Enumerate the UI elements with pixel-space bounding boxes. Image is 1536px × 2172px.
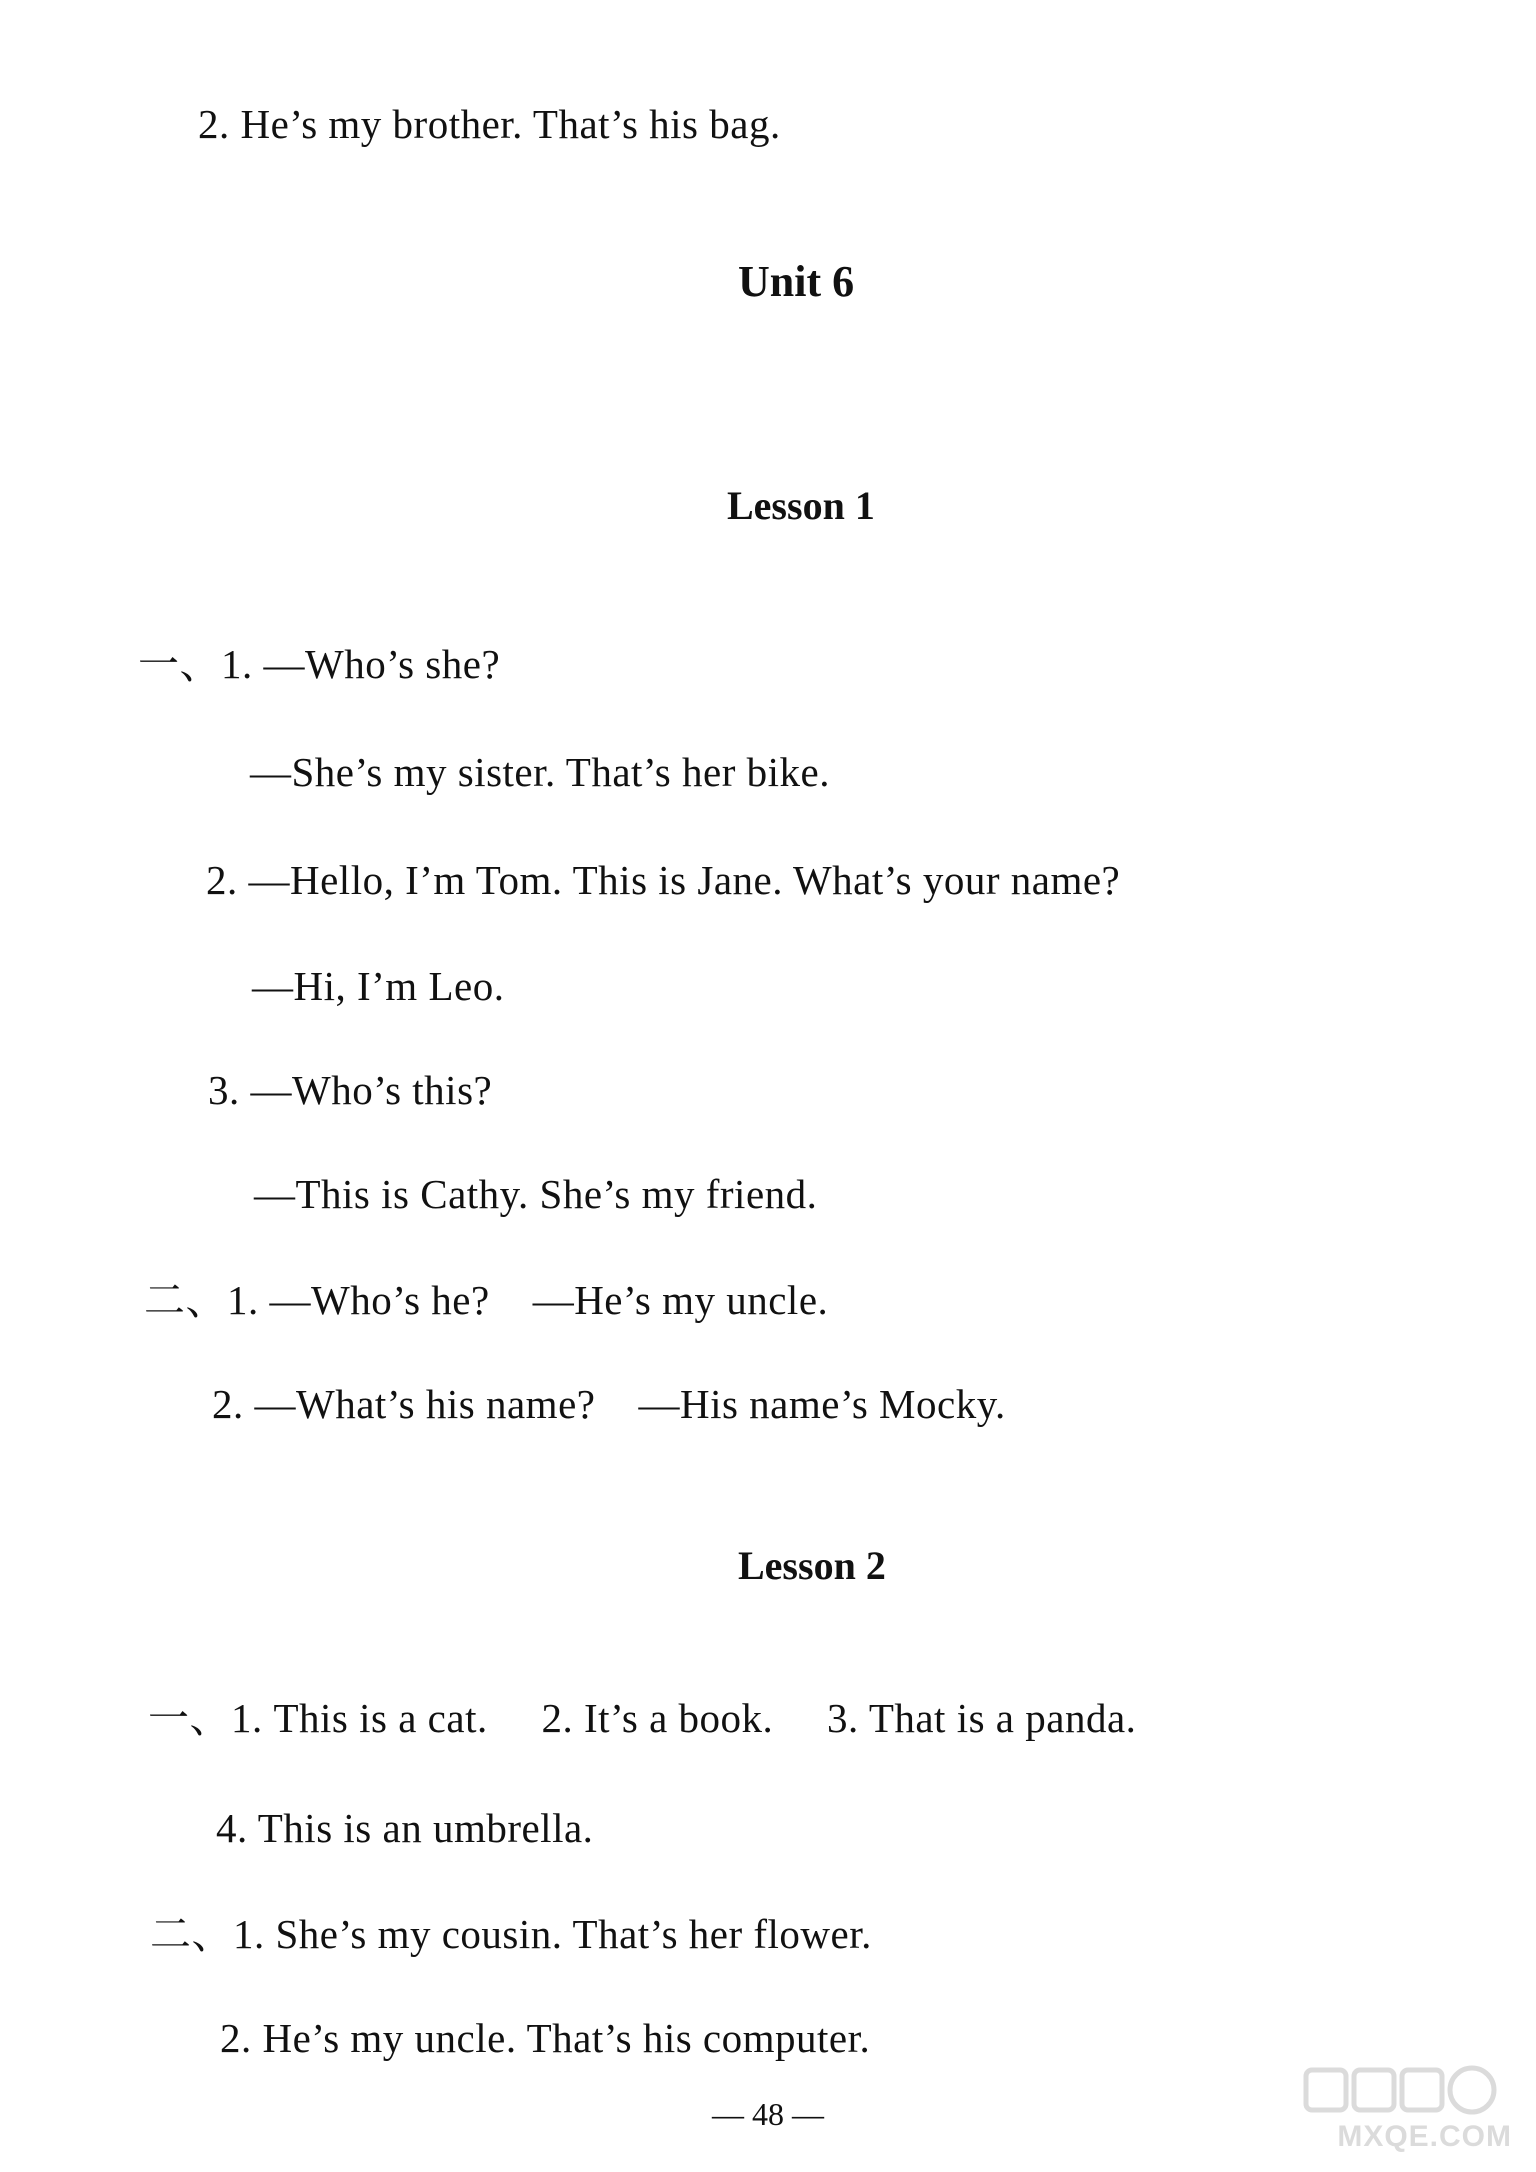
unit-heading: Unit 6	[738, 257, 855, 306]
watermark-text: MXQE.COM	[1337, 2120, 1512, 2153]
lesson-heading: Lesson 2	[738, 1543, 886, 1588]
answer-line: 一、1. —Who’s she?	[138, 641, 501, 687]
answer-line: 二、1. —Who’s he? —He’s my uncle.	[144, 1277, 829, 1323]
answer-line: 2. —Hello, I’m Tom. This is Jane. What’s your name?	[206, 857, 1121, 903]
answer-line: 2. He’s my uncle. That’s his computer.	[220, 2015, 871, 2061]
answer-line: 二、1. She’s my cousin. That’s her flower.	[150, 1911, 872, 1957]
watermark-logo	[1282, 2064, 1512, 2154]
answer-line: —She’s my sister. That’s her bike.	[250, 749, 830, 795]
lesson-heading: Lesson 1	[727, 483, 875, 528]
answer-line: —Hi, I’m Leo.	[252, 963, 505, 1009]
answer-line: 一、1. This is a cat. 2. It’s a book. 3. That is a panda.	[148, 1695, 1137, 1741]
answer-line: 2. —What’s his name? —His name’s Mocky.	[212, 1381, 1006, 1427]
answer-line: —This is Cathy. She’s my friend.	[254, 1171, 818, 1217]
page-number: — 48 —	[712, 2096, 824, 2132]
watermark-icon	[1302, 2064, 1502, 2118]
answer-line: 2. He’s my brother. That’s his bag.	[198, 101, 781, 147]
answer-line: 3. —Who’s this?	[208, 1067, 493, 1113]
answer-line: 4. This is an umbrella.	[216, 1805, 594, 1851]
